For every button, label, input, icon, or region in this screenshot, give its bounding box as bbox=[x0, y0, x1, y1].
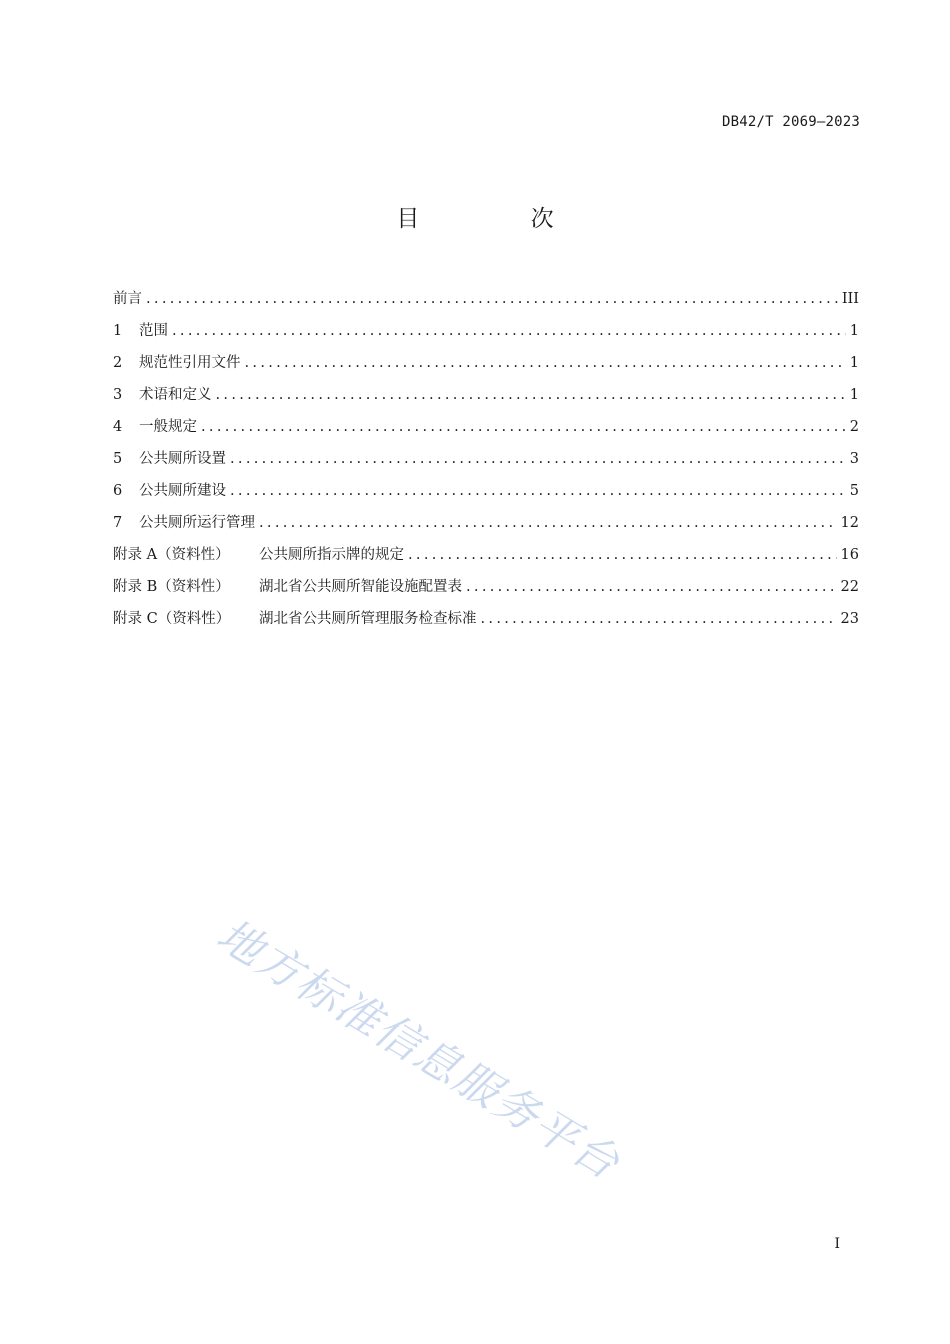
toc-entry-label bbox=[113, 511, 255, 535]
toc-leader-dots bbox=[230, 447, 846, 471]
toc-entry-number: 1 bbox=[113, 323, 123, 339]
toc-entry-label bbox=[113, 543, 404, 567]
toc-entry-page: 23 bbox=[840, 611, 859, 627]
toc-entry-title: 公共厕所运行管理 bbox=[139, 515, 255, 531]
toc-entry-6[interactable] bbox=[113, 479, 859, 511]
toc-entry-label bbox=[113, 575, 462, 599]
toc-entry-page: 1 bbox=[849, 323, 859, 339]
toc-entry-page: III bbox=[841, 291, 859, 307]
toc-entry-title: 公共厕所建设 bbox=[139, 483, 226, 499]
toc-entry-page: 1 bbox=[849, 355, 859, 371]
toc-entry-title: 范围 bbox=[139, 323, 168, 339]
toc-entry-5[interactable] bbox=[113, 447, 859, 479]
toc-entry-appendix-c[interactable] bbox=[113, 607, 859, 639]
toc-leader-dots bbox=[230, 479, 846, 503]
toc-leader-dots bbox=[466, 575, 837, 599]
toc-entry-number: 4 bbox=[113, 419, 123, 435]
toc-entry-title: 湖北省公共厕所管理服务检查标准 bbox=[259, 611, 477, 627]
toc-entry-number: 6 bbox=[113, 483, 123, 499]
toc-leader-dots bbox=[481, 607, 837, 631]
toc-entry-title: 规范性引用文件 bbox=[139, 355, 241, 371]
toc-leader-dots bbox=[201, 415, 846, 439]
toc-entry-title: 一般规定 bbox=[139, 419, 197, 435]
toc-leader-dots bbox=[245, 351, 846, 375]
toc-entry-label bbox=[113, 607, 477, 631]
toc-entry-appendix-b[interactable] bbox=[113, 575, 859, 607]
toc-entry-1[interactable] bbox=[113, 319, 859, 351]
toc-entry-page: 22 bbox=[840, 579, 859, 595]
watermark-text: 地方标准信息服务平台 bbox=[208, 909, 629, 1191]
toc-leader-dots bbox=[146, 287, 838, 311]
toc-entry-label bbox=[113, 287, 142, 311]
toc-entry-number: 2 bbox=[113, 355, 123, 371]
toc-leader-dots bbox=[216, 383, 846, 407]
toc-leader-dots bbox=[259, 511, 837, 535]
toc-entry-title: 公共厕所指示牌的规定 bbox=[259, 547, 404, 563]
toc-entry-page: 2 bbox=[849, 419, 859, 435]
toc-appendix-prefix: 附录 A（资料性） bbox=[113, 547, 230, 563]
toc-entry-appendix-a[interactable] bbox=[113, 543, 859, 575]
toc-entry-label bbox=[113, 479, 226, 503]
toc-entry-label bbox=[113, 383, 212, 407]
table-of-contents bbox=[113, 287, 859, 639]
toc-entry-page: 1 bbox=[849, 387, 859, 403]
toc-entry-4[interactable] bbox=[113, 415, 859, 447]
toc-title: 目 次 bbox=[396, 206, 606, 232]
toc-appendix-prefix: 附录 B（资料性） bbox=[113, 579, 230, 595]
toc-appendix-prefix: 附录 C（资料性） bbox=[113, 611, 231, 627]
toc-entry-page: 12 bbox=[840, 515, 859, 531]
toc-entry-number: 5 bbox=[113, 451, 123, 467]
toc-entry-page: 3 bbox=[849, 451, 859, 467]
toc-entry-label bbox=[113, 447, 226, 471]
toc-leader-dots bbox=[408, 543, 837, 567]
toc-entry-page: 16 bbox=[840, 547, 859, 563]
toc-leader-dots bbox=[172, 319, 846, 343]
toc-entry-foreword[interactable] bbox=[113, 287, 859, 319]
page-number: I bbox=[834, 1236, 840, 1252]
toc-entry-title: 湖北省公共厕所智能设施配置表 bbox=[259, 579, 462, 595]
toc-entry-number: 3 bbox=[113, 387, 123, 403]
toc-entry-title: 术语和定义 bbox=[139, 387, 212, 403]
toc-entry-label bbox=[113, 415, 197, 439]
toc-entry-2[interactable] bbox=[113, 351, 859, 383]
toc-entry-label bbox=[113, 351, 241, 375]
toc-entry-title: 前言 bbox=[113, 291, 142, 307]
toc-entry-title: 公共厕所设置 bbox=[139, 451, 226, 467]
standard-code: DB42/T 2069—2023 bbox=[721, 114, 860, 130]
toc-entry-3[interactable] bbox=[113, 383, 859, 415]
toc-entry-page: 5 bbox=[849, 483, 859, 499]
toc-entry-number: 7 bbox=[113, 515, 123, 531]
toc-entry-label bbox=[113, 319, 168, 343]
toc-entry-7[interactable] bbox=[113, 511, 859, 543]
